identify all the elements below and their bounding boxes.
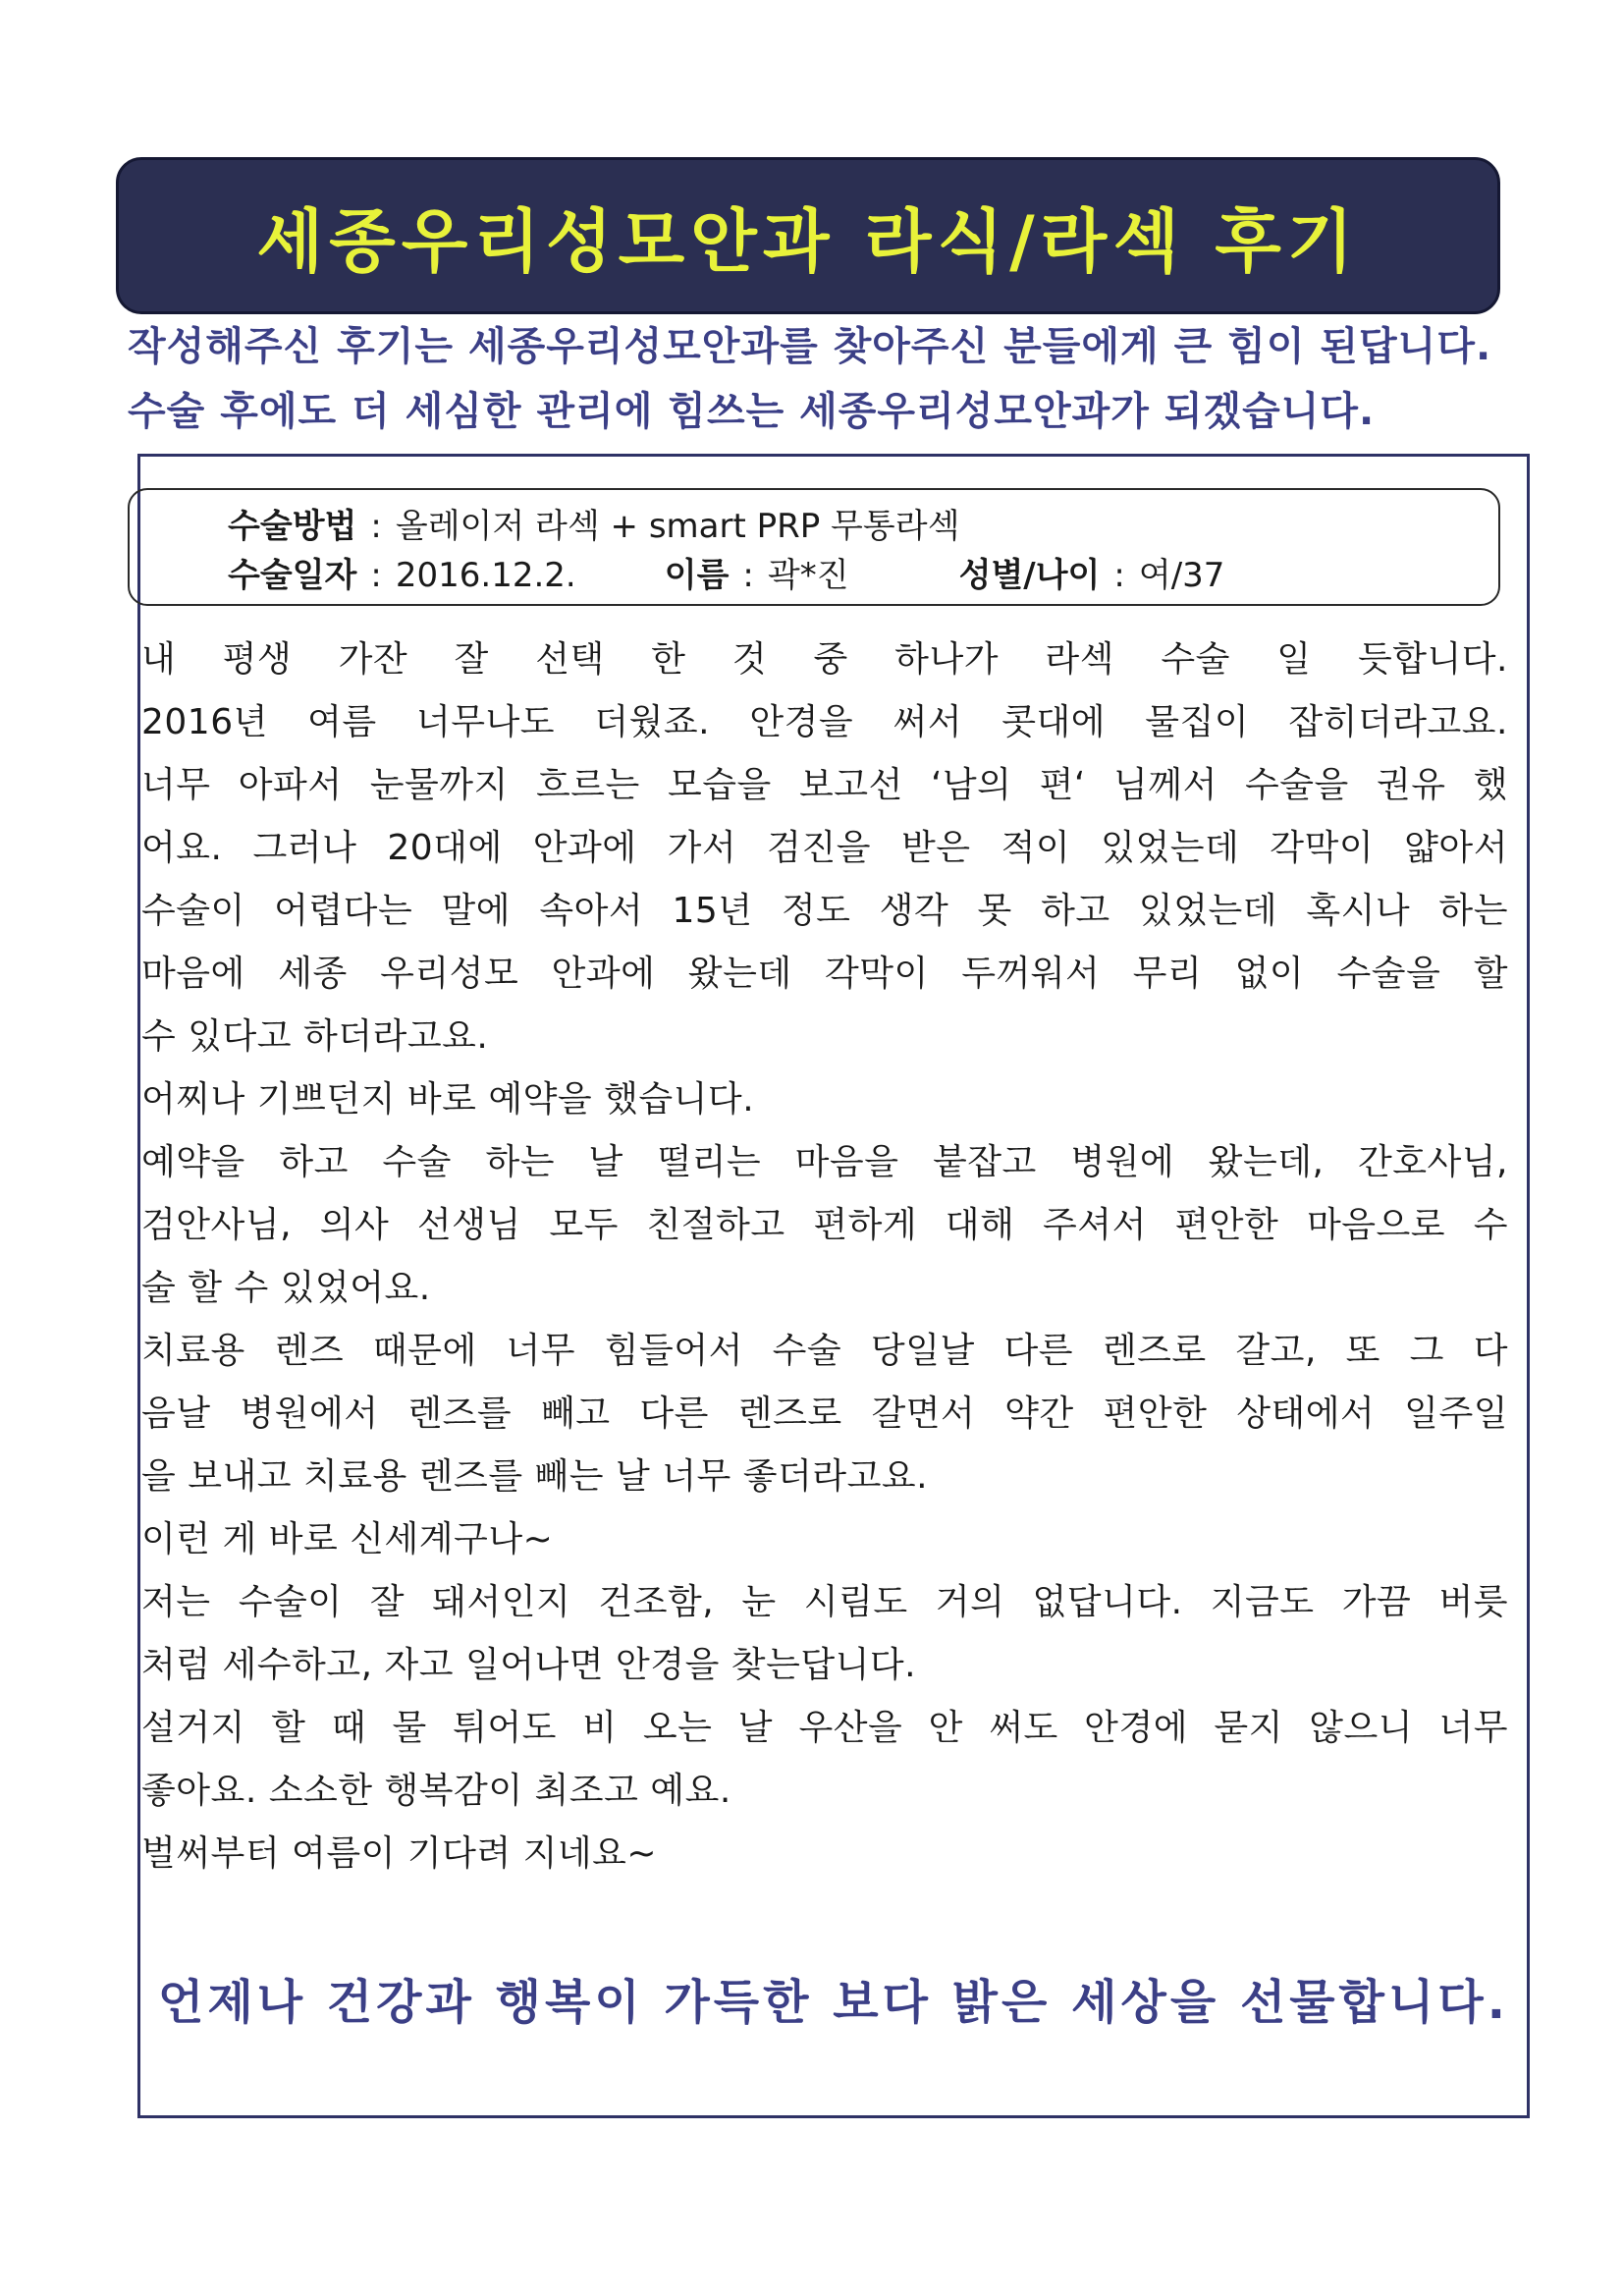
title-banner: [116, 157, 1500, 314]
intro-message: [128, 314, 1512, 444]
name-label: 이름: [664, 556, 730, 595]
review-line: 어요. 그러나 20대에 안과에 가서 검진을 받은 적이 있었는데 각막이 얇아서: [141, 828, 1508, 868]
date-label: 수술일자: [228, 556, 357, 595]
review-line: 마음에 세종 우리성모 안과에 왔는데 각막이 두꺼워서 무리 없이 수술을 할: [141, 954, 1508, 994]
review-line: 을 보내고 치료용 렌즈를 빼는 날 너무 좋더라고요.: [141, 1456, 929, 1497]
review-body: [141, 629, 1508, 1886]
gender-age-value: 여/37: [1138, 556, 1225, 595]
review-line: 처럼 세수하고, 자고 일어나면 안경을 찾는답니다.: [141, 1645, 917, 1685]
review-line: 검안사님, 의사 선생님 모두 친절하고 편하게 대해 주셔서 편안한 마음으로 수: [141, 1205, 1508, 1245]
name-value: 곽*진: [767, 556, 849, 595]
gender-age-label: 성별/나이: [958, 556, 1101, 595]
date-value: 2016.12.2.: [395, 556, 576, 595]
separator: :: [370, 507, 382, 546]
review-line: 치료용 렌즈 때문에 너무 힘들어서 수술 당일날 다른 렌즈로 갈고, 또 그 다: [141, 1331, 1508, 1371]
review-line: 좋아요. 소소한 행복감이 최조고 예요.: [141, 1771, 731, 1811]
surgery-info-box: [128, 488, 1500, 606]
review-line: 수 있다고 하더라고요.: [141, 1016, 489, 1057]
review-line: 술 할 수 있었어요.: [141, 1268, 431, 1308]
method-label: 수술방법: [228, 507, 357, 546]
review-line: 설거지 할 때 물 튀어도 비 오는 날 우산을 안 써도 안경에 묻지 않으니 너무: [141, 1708, 1508, 1748]
review-line: 너무 아파서 눈물까지 흐르는 모습을 보고선 ‘남의 편‘ 님께서 수술을 권유 했: [141, 765, 1508, 805]
separator: :: [370, 556, 382, 595]
review-line: 수술이 어렵다는 말에 속아서 15년 정도 생각 못 하고 있었는데 혹시나 하는: [141, 891, 1508, 931]
review-line: 2016년 여름 너무나도 더웠죠. 안경을 써서 콧대에 물집이 잡히더라고요.: [141, 702, 1508, 742]
intro-line: 수술 후에도 더 세심한 관리에 힘쓰는 세종우리성모안과가 되겠습니다.: [128, 389, 1376, 434]
review-line: 저는 수술이 잘 돼서인지 건조함, 눈 시림도 거의 없답니다. 지금도 가끔 버릇: [141, 1582, 1508, 1622]
review-line: 예약을 하고 수술 하는 날 떨리는 마음을 붙잡고 병원에 왔는데, 간호사님,: [141, 1142, 1508, 1182]
closing-slogan: 언제나 건강과 행복이 가득한 보다 밝은 세상을 선물합니다.: [157, 1975, 1510, 2030]
date-row: [228, 551, 1498, 600]
method-row: [228, 502, 1498, 551]
intro-line: 작성해주신 후기는 세종우리성모안과를 찾아주신 분들에게 큰 힘이 된답니다.: [128, 324, 1492, 369]
review-line: 벌써부터 여름이 기다려 지네요~: [141, 1833, 658, 1874]
method-value: 올레이저 라섹 + smart PRP 무통라섹: [395, 507, 960, 546]
review-line: 이런 게 바로 신세계구나~: [141, 1519, 554, 1559]
separator: :: [1113, 556, 1125, 595]
page-title: 세종우리성모안과 라식/라섹 후기: [256, 200, 1360, 282]
review-line: 음날 병원에서 렌즈를 빼고 다른 렌즈로 갈면서 약간 편안한 상태에서 일주일: [141, 1394, 1508, 1434]
review-line: 어찌나 기쁘던지 바로 예약을 했습니다.: [141, 1079, 755, 1120]
separator: :: [742, 556, 754, 595]
review-line: 내 평생 가잔 잘 선택 한 것 중 하나가 라섹 수술 일 듯합니다.: [141, 639, 1508, 680]
